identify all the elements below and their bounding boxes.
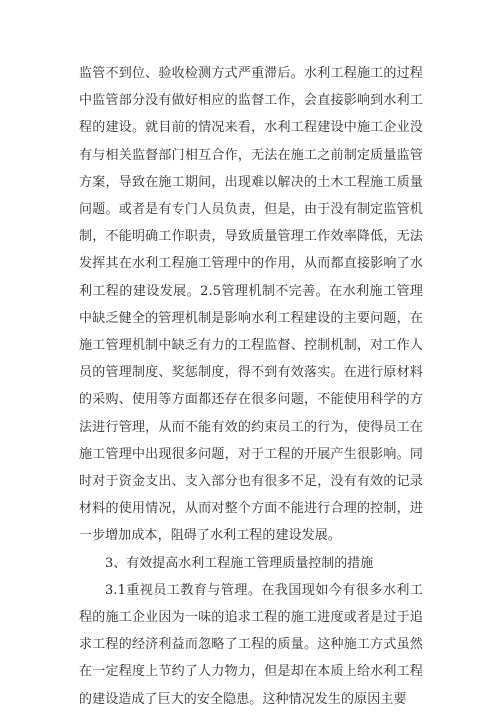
document-page <box>79 60 423 713</box>
section-heading: 3、有效提高水利工程施工管理质量控制的措施 <box>105 555 374 571</box>
body-paragraph: 监管不到位、验收检测方式严重滞后。水利工程施工的过程中监管部分没有做好相应的监督工作，会直接影响到水利工程的建设。就目前的情况来看，水利工程建设中施工企业没有与相关监督部门相互合作，无法在施工之前制定质量监管方案，导致在施工期间，出现难以解决的土木工程施工质量问题。或者是有专门人员负责，但是，由于没有制定监管机制，不能明确工作职责，导致质量管理工作效率降低，无法发挥其在水利工程施工管理中的作用，从而都直接影响了水利工程的建设发展。2.5管理机制不完善。在水利施工管理中缺乏健全的管理机制是影响水利工程建设的主要问题，在施工管理机制中缺乏有力的工程监督、控制机制，对工作人员的管理制度、奖惩制度，得不到有效落实。在进行原材料的采购、使用等方面都还存在很多问题，不能使用科学的方法进行管理，从而不能有效的约束员工的行为，使得员工在施工管理中出现很多问题，对于工程的开展产生很影响。同时对于资金支出、支入部分也有很多不足，没有有效的记录材料的使用情况，从而对整个方面不能进行合理的控制，进一步增加成本，阻碍了水利工程的建设发展。 <box>79 66 423 544</box>
body-paragraph: 3.1重视员工教育与管理。在我国现如今有很多水利工程的施工企业因为一味的追求工程的施工进度或者是过于追求工程的经济利益而忽略了工程的质量。这种施工方式虽然在一定程度上节约了人力物力，但是却在本质上给水利工程的建设造成了巨大的安全隐患。这种情况发生的原因主要 <box>79 582 423 707</box>
